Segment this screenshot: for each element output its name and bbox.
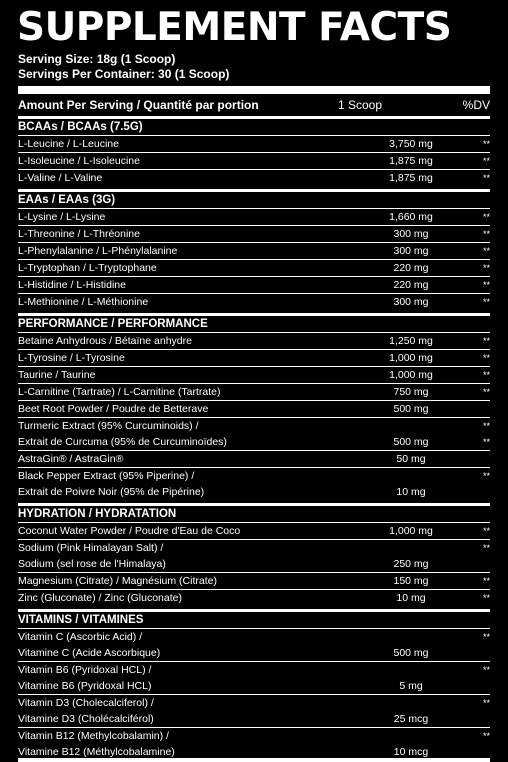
nutrient-name-line: Extrait de Poivre Noir (95% de Pipérine) <box>18 486 205 498</box>
dv-mark: ** <box>482 246 490 256</box>
nutrient-name <box>18 590 356 606</box>
nutrient-name-line: Extrait de Curcuma (95% de Curcuminoïdes) <box>18 436 227 448</box>
nutrient-name <box>18 367 356 383</box>
nutrient-amount: 500 mg <box>393 647 429 659</box>
dv-mark: ** <box>482 593 490 603</box>
nutrient-amount: 300 mg <box>393 245 429 257</box>
dv-mark: ** <box>482 297 490 307</box>
dv-mark: ** <box>482 370 490 380</box>
section-title: BCAAs / BCAAs (7.5G) <box>18 121 143 133</box>
nutrient-name-line: Magnesium (Citrate) / Magnésium (Citrate) <box>18 575 217 587</box>
nutrient-row <box>18 209 490 226</box>
dv-mark: ** <box>482 173 490 183</box>
nutrient-name <box>18 243 356 259</box>
nutrient-name <box>18 226 356 242</box>
nutrient-row <box>18 153 490 170</box>
nutrient-row <box>18 451 490 468</box>
nutrient-dv <box>466 629 490 661</box>
nutrient-row <box>18 226 490 243</box>
nutrient-name <box>18 523 356 539</box>
nutrient-amount: 220 mg <box>393 279 429 291</box>
nutrient-dv <box>466 243 490 259</box>
nutrient-name <box>18 451 356 467</box>
nutrient-amount: 300 mg <box>393 296 429 308</box>
section-title: EAAs / EAAs (3G) <box>18 194 116 206</box>
nutrient-name-line: Vitamine D3 (Cholécalciférol) <box>18 713 154 725</box>
nutrient-name-line: L-Phenylalanine / L-Phénylalanine <box>18 245 178 257</box>
dv-mark: ** <box>482 212 490 222</box>
nutrient-dv <box>466 153 490 169</box>
serving-size: Serving Size: 18g (1 Scoop) <box>18 52 176 66</box>
dv-mark: ** <box>482 229 490 239</box>
nutrient-name-line: L-Threonine / L-Thréonine <box>18 228 140 240</box>
dv-mark: ** <box>482 263 490 273</box>
nutrient-name-line: Black Pepper Extract (95% Piperine) / <box>18 470 195 482</box>
dv-mark: ** <box>482 526 490 536</box>
dv-mark: ** <box>482 336 490 346</box>
nutrient-name <box>18 662 356 694</box>
nutrient-name-line: Sodium (sel rose de l'Himalaya) <box>18 558 166 570</box>
nutrient-dv <box>466 367 490 383</box>
nutrient-name-line: L-Valine / L-Valine <box>18 172 103 184</box>
nutrient-name-line: Betaine Anhydrous / Bétaïne anhydre <box>18 335 192 347</box>
nutrient-dv <box>466 333 490 349</box>
nutrient-name <box>18 728 356 760</box>
nutrient-amount: 150 mg <box>393 575 429 587</box>
nutrient-dv <box>466 695 490 727</box>
nutrient-name <box>18 153 356 169</box>
nutrient-name <box>18 540 356 572</box>
nutrient-name <box>18 209 356 225</box>
divider-bottom <box>18 758 490 762</box>
nutrient-row <box>18 662 490 695</box>
nutrient-row <box>18 260 490 277</box>
nutrient-row <box>18 384 490 401</box>
nutrient-name <box>18 260 356 276</box>
nutrient-dv <box>466 136 490 152</box>
dv-mark: ** <box>482 437 490 447</box>
nutrient-name-line: AstraGin® / AstraGin® <box>18 453 124 465</box>
nutrient-dv <box>466 523 490 539</box>
nutrient-name <box>18 468 356 500</box>
nutrient-dv <box>466 260 490 276</box>
nutrient-dv <box>466 294 490 310</box>
nutrient-name-line: Vitamine C (Acide Ascorbique) <box>18 647 161 659</box>
nutrient-name-line: Turmeric Extract (95% Curcuminoids) / <box>18 420 199 432</box>
nutrient-name <box>18 629 356 661</box>
dv-mark: ** <box>482 387 490 397</box>
nutrient-row <box>18 728 490 760</box>
nutrient-name-line: Taurine / Taurine <box>18 369 96 381</box>
header-label: Amount Per Serving / Quantité par portion <box>18 98 259 112</box>
section-title: VITAMINS / VITAMINES <box>18 614 144 626</box>
nutrient-name-line: L-Isoleucine / L-Isoleucine <box>18 155 140 167</box>
dv-mark: ** <box>482 421 490 431</box>
nutrient-amount: 250 mg <box>393 558 429 570</box>
nutrient-dv <box>466 384 490 400</box>
nutrient-dv <box>466 170 490 186</box>
nutrient-amount: 10 mcg <box>393 746 429 758</box>
nutrient-amount: 500 mg <box>393 403 429 415</box>
nutrient-amount: 1,000 mg <box>389 369 433 381</box>
dv-mark: ** <box>482 576 490 586</box>
nutrient-name <box>18 418 356 450</box>
nutrient-dv <box>466 277 490 293</box>
nutrient-name-line: Coconut Water Powder / Poudre d'Eau de Coco <box>18 525 241 537</box>
nutrient-name <box>18 294 356 310</box>
dv-mark: ** <box>482 632 490 642</box>
nutrient-row <box>18 170 490 186</box>
nutrient-row <box>18 540 490 573</box>
nutrient-dv <box>466 226 490 242</box>
nutrient-row <box>18 333 490 350</box>
nutrient-row <box>18 367 490 384</box>
nutrient-amount: 10 mg <box>396 592 426 604</box>
nutrient-name-line: L-Leucine / L-Leucine <box>18 138 119 150</box>
dv-mark: ** <box>482 665 490 675</box>
nutrient-dv <box>466 590 490 606</box>
nutrient-amount: 50 mg <box>396 453 426 465</box>
dv-mark: ** <box>482 139 490 149</box>
divider-thick <box>18 86 490 94</box>
dv-mark: ** <box>482 731 490 741</box>
nutrient-amount: 1,250 mg <box>389 335 433 347</box>
nutrient-dv <box>466 662 490 694</box>
nutrient-name-line: Vitamin C (Ascorbic Acid) / <box>18 631 143 643</box>
nutrient-name-line: Beet Root Powder / Poudre de Betterave <box>18 403 209 415</box>
nutrient-row <box>18 401 490 418</box>
supplement-facts-panel <box>0 4 508 762</box>
nutrient-row <box>18 294 490 310</box>
nutrient-name <box>18 384 356 400</box>
nutrient-name <box>18 573 356 589</box>
nutrient-dv <box>466 728 490 760</box>
nutrient-amount: 300 mg <box>393 228 429 240</box>
nutrient-amount: 1,875 mg <box>389 155 433 167</box>
nutrient-amount: 25 mcg <box>393 713 429 725</box>
nutrient-name-line: Vitamine B6 (Pyridoxal HCL) <box>18 680 152 692</box>
nutrient-dv <box>466 540 490 572</box>
nutrient-name-line: Vitamin B12 (Methylcobalamin) / <box>18 730 169 742</box>
nutrient-amount: 1,875 mg <box>389 172 433 184</box>
nutrient-amount: 500 mg <box>393 436 429 448</box>
nutrient-name-line: Zinc (Gluconate) / Zinc (Gluconate) <box>18 592 182 604</box>
nutrient-dv <box>466 418 490 450</box>
nutrient-amount: 220 mg <box>393 262 429 274</box>
facts-sections <box>18 119 490 760</box>
nutrient-row <box>18 243 490 260</box>
header-amount: 1 Scoop <box>337 98 383 112</box>
nutrient-name-line: L-Histidine / L-Histidine <box>18 279 126 291</box>
nutrient-amount: 10 mg <box>396 486 426 498</box>
nutrient-amount: 1,660 mg <box>389 211 433 223</box>
header-dv: %DV <box>462 98 490 112</box>
nutrient-row <box>18 629 490 662</box>
nutrient-dv <box>466 209 490 225</box>
nutrient-name-line: L-Tryptophan / L-Tryptophane <box>18 262 157 274</box>
dv-mark: ** <box>482 156 490 166</box>
dv-mark: ** <box>482 543 490 553</box>
nutrient-row <box>18 418 490 451</box>
nutrient-row <box>18 573 490 590</box>
nutrient-row <box>18 590 490 606</box>
nutrient-name <box>18 277 356 293</box>
nutrient-dv <box>466 468 490 500</box>
section-title: HYDRATION / HYDRATATION <box>18 508 177 520</box>
nutrient-name <box>18 136 356 152</box>
dv-mark: ** <box>482 698 490 708</box>
nutrient-name <box>18 350 356 366</box>
nutrient-amount: 5 mg <box>399 680 423 692</box>
nutrient-name <box>18 333 356 349</box>
nutrient-amount: 1,000 mg <box>389 352 433 364</box>
nutrient-name-line: Vitamine B12 (Méthylcobalamine) <box>18 746 175 758</box>
nutrient-row <box>18 350 490 367</box>
dv-mark: ** <box>482 280 490 290</box>
nutrient-name <box>18 170 356 186</box>
nutrient-row <box>18 468 490 500</box>
nutrient-amount: 1,000 mg <box>389 525 433 537</box>
nutrient-name-line: Sodium (Pink Himalayan Salt) / <box>18 542 164 554</box>
panel-title: SUPPLEMENT FACTS <box>17 5 452 50</box>
dv-mark: ** <box>482 353 490 363</box>
servings-per-container: Servings Per Container: 30 (1 Scoop) <box>18 67 230 81</box>
nutrient-name-line: L-Carnitine (Tartrate) / L-Carnitine (Tartrate) <box>18 386 221 398</box>
nutrient-name-line: L-Tyrosine / L-Tyrosine <box>18 352 125 364</box>
nutrient-name-line: Vitamin D3 (Cholecalciferol) / <box>18 697 154 709</box>
nutrient-amount: 3,750 mg <box>389 138 433 150</box>
nutrient-name-line: L-Methionine / L-Méthionine <box>18 296 149 308</box>
nutrient-row <box>18 523 490 540</box>
nutrient-name-line: L-Lysine / L-Lysine <box>18 211 106 223</box>
nutrient-row <box>18 695 490 728</box>
nutrient-dv <box>466 573 490 589</box>
nutrient-row <box>18 136 490 153</box>
nutrient-name-line: Vitamin B6 (Pyridoxal HCL) / <box>18 664 152 676</box>
column-header <box>18 94 490 116</box>
dv-mark: ** <box>482 471 490 481</box>
nutrient-amount: 750 mg <box>393 386 429 398</box>
nutrient-row <box>18 277 490 294</box>
section-title: PERFORMANCE / PERFORMANCE <box>18 318 208 330</box>
nutrient-name <box>18 401 356 417</box>
nutrient-dv <box>466 350 490 366</box>
nutrient-name <box>18 695 356 727</box>
